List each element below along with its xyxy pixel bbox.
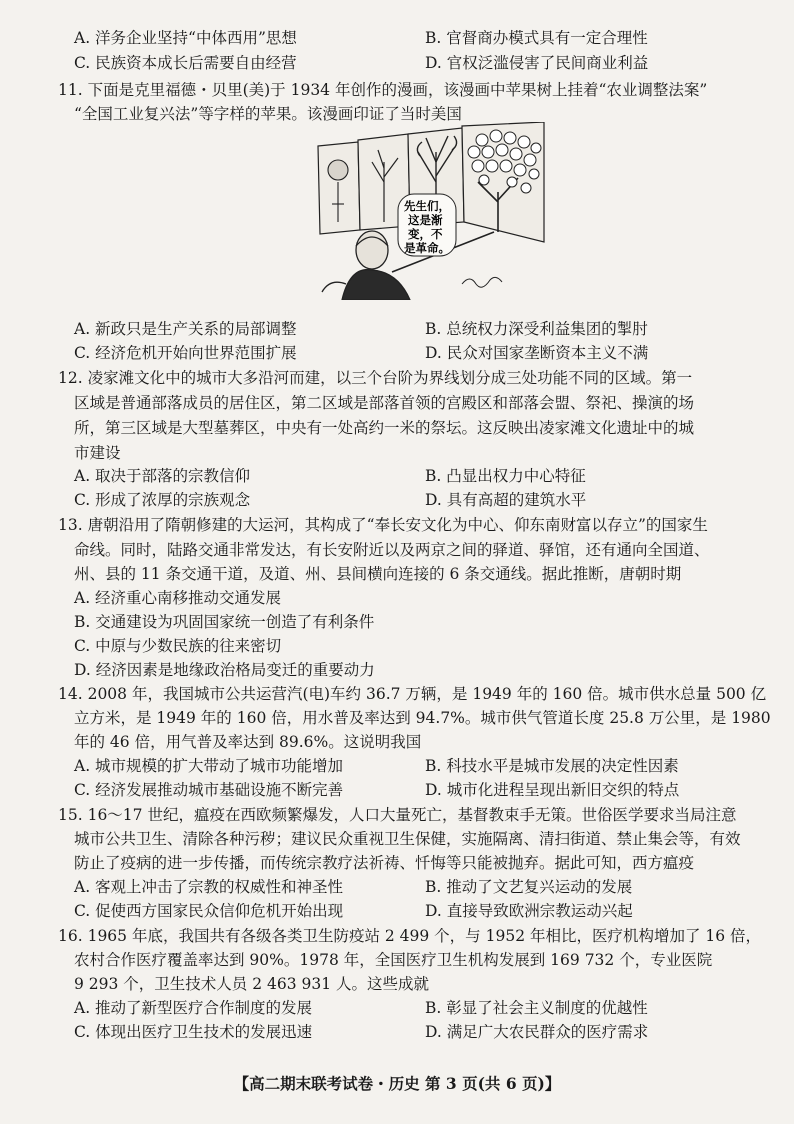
q14-stem-line2: 立方米，是 1949 年的 160 倍，用水普及率达到 94.7%。城市供气管道长度 25.8 万公里，是 1980: [74, 709, 771, 727]
q15-stem-line2: 城市公共卫生、清除各种污秽；建议民众重视卫生保健，实施隔离、清扫街道、禁止集会等，有效: [74, 830, 741, 848]
q16-option-b: B. 彰显了社会主义制度的优越性: [425, 999, 648, 1017]
q14-option-a: A. 城市规模的扩大带动了城市功能增加: [74, 757, 344, 775]
q11-option-a: A. 新政只是生产关系的局部调整: [74, 320, 297, 338]
bubble-line-2: 这是渐: [408, 213, 443, 227]
q15-stem-line1: 15. 16～17 世纪，瘟疫在西欧频繁爆发，人口大量死亡，基督教束手无策。世俗医学要求当局注意: [58, 806, 737, 824]
q10-option-c: C. 民族资本成长后需要自由经营: [74, 54, 297, 72]
cartoon-figure: [312, 122, 548, 300]
q13-option-a: A. 经济重心南移推动交通发展: [74, 589, 282, 607]
bubble-line-1: 先生们，: [404, 199, 450, 213]
q14-option-d: D. 城市化进程呈现出新旧交织的特点: [425, 781, 680, 799]
q12-option-d: D. 具有高超的建筑水平: [425, 491, 587, 509]
q15-option-c: C. 促使西方国家民众信仰危机开始出现: [74, 902, 344, 920]
q15-option-d: D. 直接导致欧洲宗教运动兴起: [425, 902, 633, 920]
q14-stem-line1: 14. 2008 年，我国城市公共运营汽(电)车约 36.7 万辆，是 1949 年的 160 倍。城市供水总量 500 亿: [58, 685, 767, 703]
q11-option-c: C. 经济危机开始向世界范围扩展: [74, 344, 297, 362]
q15-stem-line3: 防止了疫病的进一步传播，而传统宗教疗法祈祷、忏悔等只能被抛弃。据此可知，西方瘟疫: [74, 854, 695, 872]
q11-option-b: B. 总统权力深受利益集团的掣肘: [425, 320, 648, 338]
bubble-line-3: 变，不: [408, 227, 443, 241]
q12-option-b: B. 凸显出权力中心特征: [425, 467, 586, 485]
q12-stem-line3: 所，第三区域是大型墓葬区，中央有一处高约一米的祭坛。这反映出凌家滩文化遗址中的城: [74, 419, 695, 437]
q16-stem-line1: 16. 1965 年底，我国共有各级各类卫生防疫站 2 499 个，与 1952 年相比，医疗机构增加了 16 倍，: [58, 927, 762, 945]
q11-stem-line1: 11. 下面是克里福德・贝里(美)于 1934 年创作的漫画，该漫画中苹果树上挂着“农业调整法案”: [58, 81, 708, 99]
q12-option-a: A. 取决于部落的宗教信仰: [74, 467, 251, 485]
q11-stem-line2: “全国工业复兴法”等字样的苹果。该漫画印证了当时美国: [74, 105, 462, 123]
q12-stem-line1: 12. 凌家滩文化中的城市大多沿河而建，以三个台阶为界线划分成三处功能不同的区域。第一: [58, 369, 693, 387]
q13-option-d: D. 经济因素是地缘政治格局变迁的重要动力: [74, 661, 375, 679]
q10-option-a: A. 洋务企业坚持“中体西用”思想: [74, 29, 297, 47]
q15-option-b: B. 推动了文艺复兴运动的发展: [425, 878, 633, 896]
page-footer: 【高二期末联考试卷・历史 第 3 页(共 6 页)】: [233, 1074, 561, 1093]
q16-option-d: D. 满足广大农民群众的医疗需求: [425, 1023, 649, 1041]
q14-option-b: B. 科技水平是城市发展的决定性因素: [425, 757, 679, 775]
q14-stem-line3: 年的 46 倍，用气普及率达到 89.6%。这说明我国: [74, 733, 422, 751]
q14-option-c: C. 经济发展推动城市基础设施不断完善: [74, 781, 344, 799]
q15-option-a: A. 客观上冲击了宗教的权威性和神圣性: [74, 878, 344, 896]
bubble-line-4: 是革命。: [404, 241, 450, 255]
q12-option-c: C. 形成了浓厚的宗族观念: [74, 491, 251, 509]
q16-option-a: A. 推动了新型医疗合作制度的发展: [74, 999, 313, 1017]
q16-stem-line3: 9 293 个，卫生技术人员 2 463 931 人。这些成就: [74, 975, 430, 993]
q13-stem-line1: 13. 唐朝沿用了隋朝修建的大运河，其构成了“奉长安文化为中心、仰东南财富以存立”的国家生: [58, 516, 708, 534]
q11-option-d: D. 民众对国家垄断资本主义不满: [425, 344, 649, 362]
q16-option-c: C. 体现出医疗卫生技术的发展迅速: [74, 1023, 313, 1041]
q10-option-d: D. 官权泛滥侵害了民间商业利益: [425, 54, 649, 72]
q13-option-b: B. 交通建设为巩固国家统一创造了有利条件: [74, 613, 375, 631]
q13-stem-line3: 州、县的 11 条交通干道，及道、州、县间横向连接的 6 条交通线。据此推断，唐朝时期: [74, 565, 682, 583]
q13-option-c: C. 中原与少数民族的往来密切: [74, 637, 282, 655]
q12-stem-line2: 区域是普通部落成员的居住区，第二区域是部落首领的宫殿区和部落会盟、祭祀、操演的场: [74, 394, 695, 412]
q12-stem-line4: 市建设: [74, 444, 121, 462]
q10-option-b: B. 官督商办模式具有一定合理性: [425, 29, 648, 47]
q13-stem-line2: 命线。同时，陆路交通非常发达，有长安附近以及两京之间的驿道、驿馆，还有通向全国道、: [74, 541, 710, 559]
q16-stem-line2: 农村合作医疗覆盖率达到 90%。1978 年，全国医疗卫生机构发展到 169 732 个，专业医院: [74, 951, 713, 969]
